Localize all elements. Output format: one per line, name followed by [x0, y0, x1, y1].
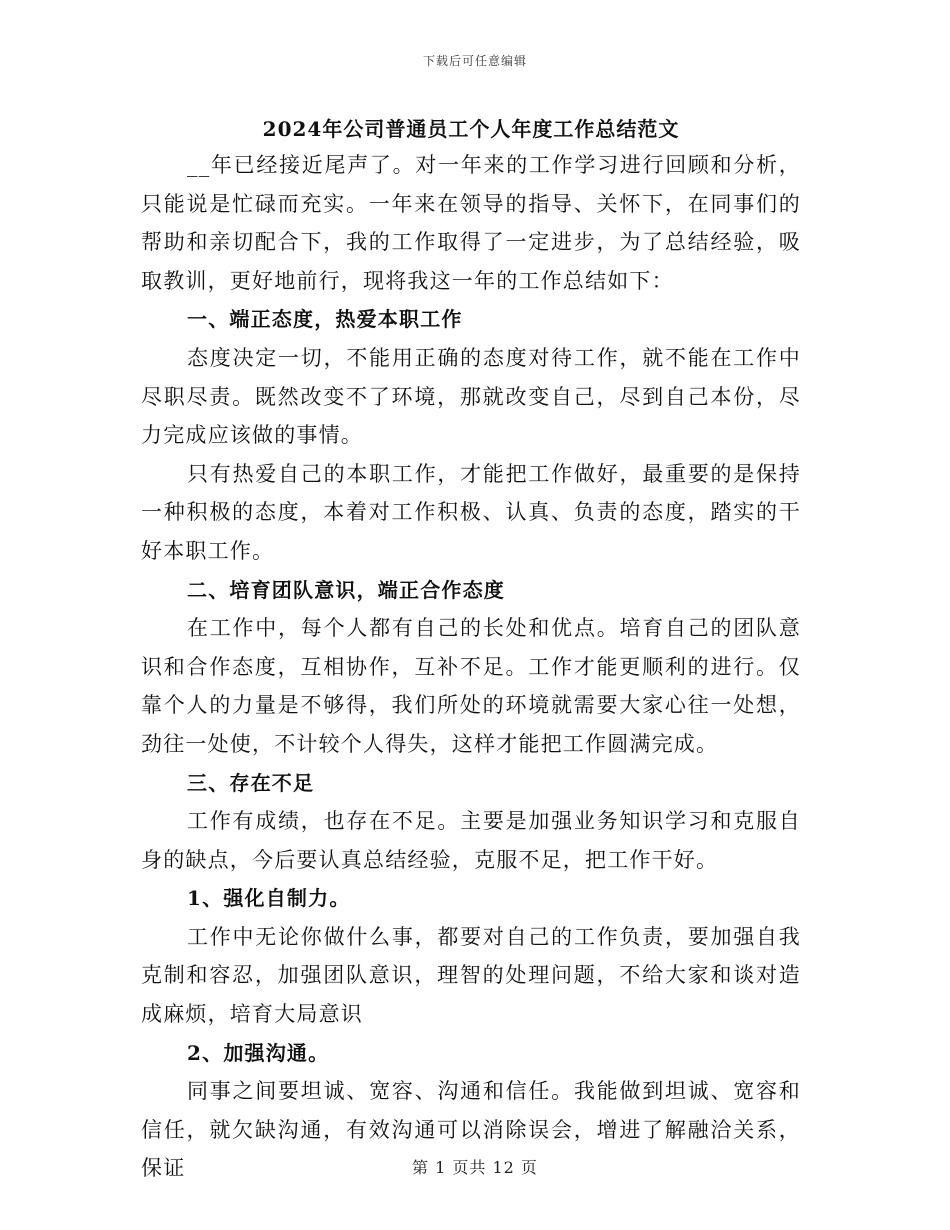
section-heading-3: 三、存在不足	[187, 770, 315, 795]
paragraph: 同事之间要坦诚、宽容、沟通和信任。我能做到坦诚、宽容和信任，就欠缺沟通，有效沟通可以消除误会，增进了解融洽关系，保证	[141, 1079, 801, 1181]
paragraph: 在工作中，每个人都有自己的长处和优点。培育自己的团队意识和合作态度，互相协作，互补不足。工作才能更顺利的进行。仅靠个人的力量是不够得，我们所处的环境就需要大家心往一处想，劲往一处使，不计较个人得失，这样才能把工作圆满完成。	[141, 616, 801, 756]
paragraph: 只有热爱自己的本职工作，才能把工作做好，最重要的是保持一种积极的态度，本着对工作积极、认真、负责的态度，踏实的干好本职工作。	[141, 461, 801, 563]
page-number-footer: 第 1 页共 12 页	[412, 1158, 538, 1177]
paragraph-intro: __年已经接近尾声了。对一年来的工作学习进行回顾和分析，只能说是忙碌而充实。一年来在领导的指导、关怀下，在同事们的帮助和亲切配合下，我的工作取得了一定进步，为了总结经验，吸取教训，更好地前行，现将我这一年的工作总结如下：	[141, 153, 801, 293]
subsection-heading-2: 2、加强沟通。	[187, 1040, 330, 1065]
paragraph: 工作中无论你做什么事，都要对自己的工作负责，要加强自我克制和容忍，加强团队意识，理智的处理问题，不给大家和谈对造成麻烦，培育大局意识	[141, 924, 801, 1027]
paragraph: 工作有成绩，也存在不足。主要是加强业务知识学习和克服自身的缺点，今后要认真总结经验，克服不足，把工作干好。	[141, 809, 801, 872]
subsection-heading-1: 1、强化自制力。	[187, 886, 351, 911]
document-body	[141, 112, 801, 1188]
document-title: 2024年公司普通员工个人年度工作总结范文	[262, 117, 680, 141]
section-heading-2: 二、培育团队意识，端正合作态度	[187, 577, 505, 602]
section-heading-1: 一、端正态度，热爱本职工作	[187, 307, 463, 332]
paragraph: 态度决定一切，不能用正确的态度对待工作，就不能在工作中尽职尽责。既然改变不了环境，那就改变自己，尽到自己本份，尽力完成应该做的事情。	[141, 345, 801, 448]
header-note: 下载后可任意编辑	[422, 54, 527, 68]
